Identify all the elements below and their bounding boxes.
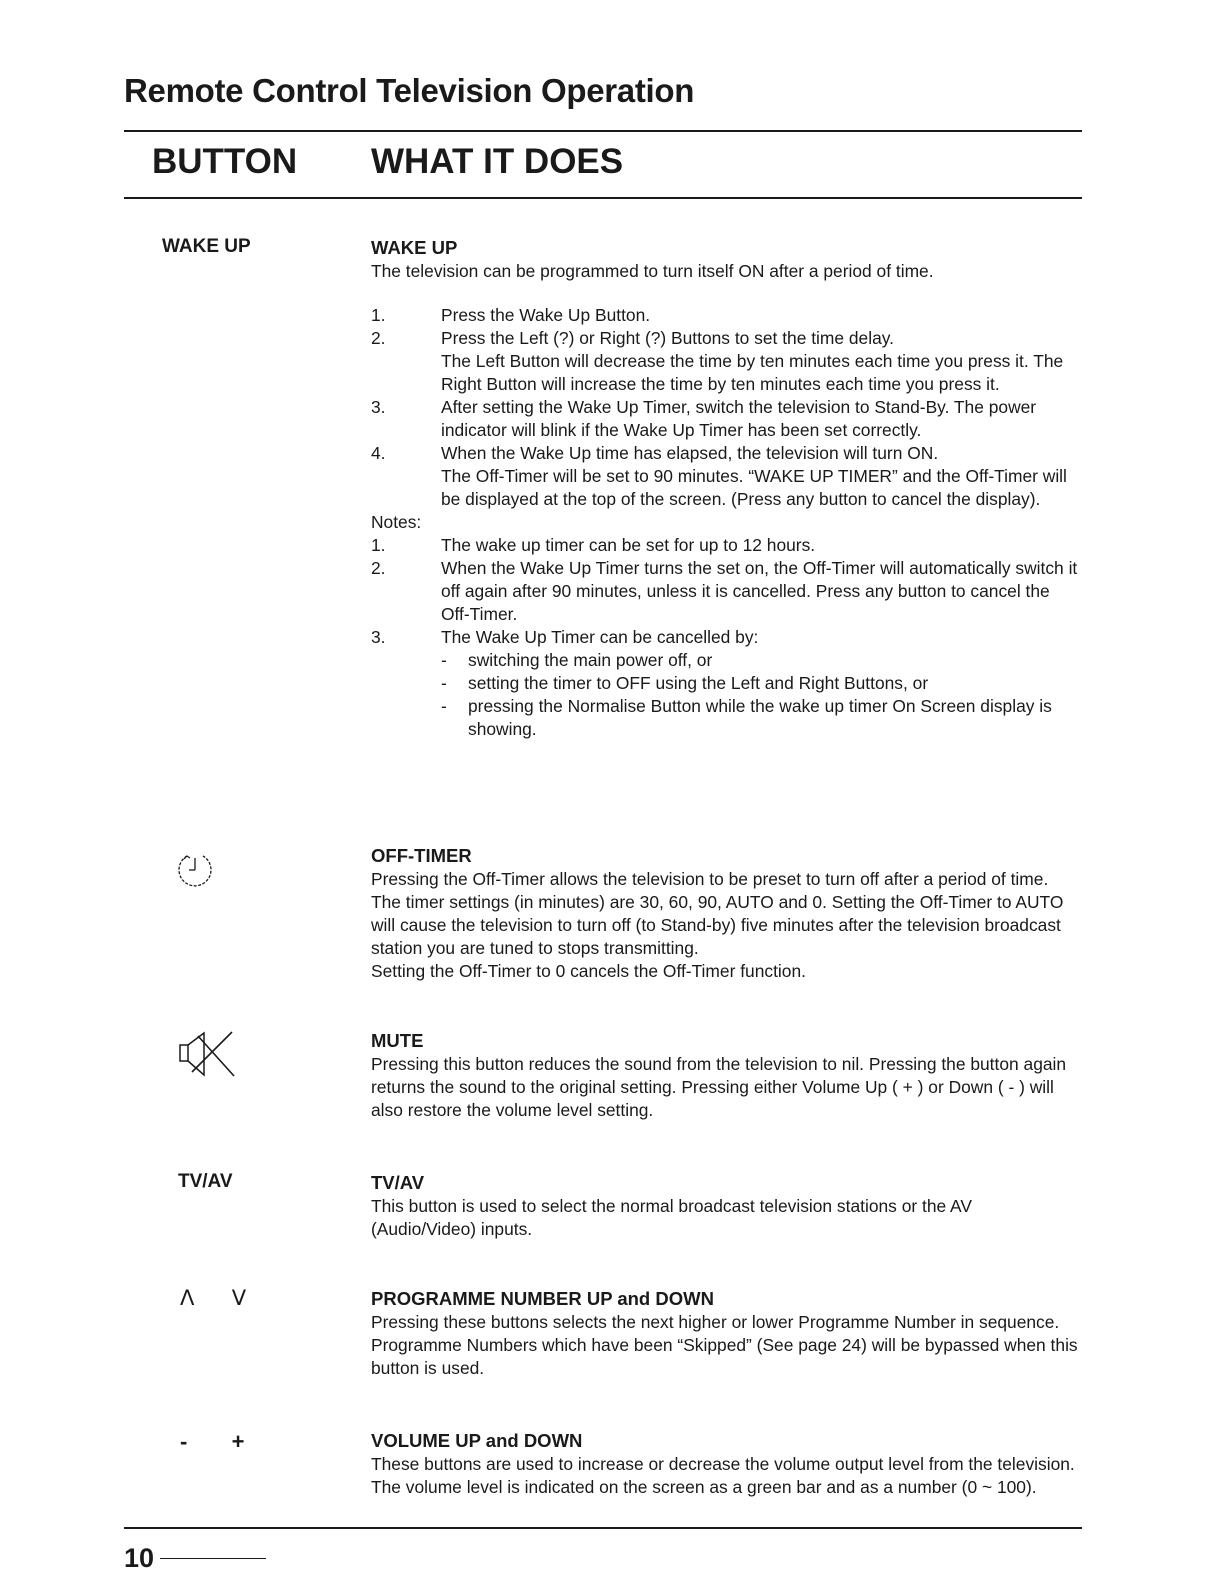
off-timer-body: Pressing the Off-Timer allows the television to be preset to turn off after a period of time. The timer settings (in minutes) are 30, 60, 90, AUTO and 0. Setting the Off-Timer to AUTO will cause the television to turn off (to Stand-by) five minutes after the television broadcast station you are tuned to stops transmitting. [371, 869, 1064, 958]
step-detail: The Off-Timer will be set to 90 minutes. “WAKE UP TIMER” and the Off-Timer will be displayed at the top of the screen. (Press any button to cancel the display). [441, 466, 1067, 509]
wake-up-button-label: WAKE UP [162, 236, 251, 257]
mute-section [371, 1029, 1081, 1122]
wake-up-step [371, 327, 1081, 396]
page-number-rule [160, 1558, 266, 1559]
note-text: The wake up timer can be set for up to 12 hours. [441, 535, 816, 555]
tv-av-body: This button is used to select the normal broadcast television stations or the AV (Audio/Video) inputs. [371, 1196, 972, 1239]
volume-section [371, 1429, 1081, 1499]
wake-up-section [371, 236, 1081, 741]
step-text: After setting the Wake Up Timer, switch the television to Stand-By. The power indicator will blink if the Wake Up Timer has been set correctly. [441, 397, 1037, 440]
step-number: 3. [371, 397, 386, 417]
mute-title: MUTE [371, 1030, 424, 1051]
column-header-button: BUTTON [152, 142, 298, 181]
header-rule-top [124, 130, 1082, 132]
programme-title: PROGRAMME NUMBER UP and DOWN [371, 1288, 714, 1309]
note-number: 1. [371, 535, 386, 555]
mute-icon [176, 1028, 238, 1085]
footer-rule [124, 1527, 1082, 1529]
programme-up-icon: Λ [180, 1286, 195, 1310]
step-number: 2. [371, 328, 386, 348]
tv-av-title: TV/AV [371, 1172, 425, 1193]
step-number: 4. [371, 443, 386, 463]
volume-title: VOLUME UP and DOWN [371, 1430, 583, 1451]
note-item [371, 534, 1081, 557]
step-text: Press the Wake Up Button. [441, 305, 651, 325]
note-number: 2. [371, 558, 386, 578]
wake-up-notes [371, 534, 1081, 741]
note-item [371, 557, 1081, 626]
wake-up-title: WAKE UP [371, 237, 458, 258]
step-number: 1. [371, 305, 386, 325]
page-number: 10 [124, 1543, 155, 1573]
wake-up-steps [371, 304, 1081, 511]
tv-av-button-label: TV/AV [178, 1171, 233, 1192]
step-text: Press the Left (?) or Right (?) Buttons to set the time delay. [441, 328, 895, 348]
off-timer-section [371, 844, 1081, 983]
wake-up-step [371, 304, 1081, 327]
wake-up-intro: The television can be programmed to turn itself ON after a period of time. [371, 261, 934, 281]
volume-body: These buttons are used to increase or decrease the volume output level from the television. The volume level is indicated on the screen as a green bar and as a number (0 ~ 100). [371, 1454, 1075, 1497]
cancel-options [441, 649, 1081, 741]
wake-up-step [371, 442, 1081, 511]
step-detail: The Left Button will decrease the time by ten minutes each time you press it. The Right Button will increase the time by ten minutes each time you press it. [441, 351, 1064, 394]
volume-up-icon: + [231, 1429, 245, 1454]
header-rule-bottom [124, 197, 1082, 199]
programme-down-icon: V [231, 1286, 247, 1310]
column-header-what-it-does: WHAT IT DOES [371, 142, 624, 181]
cancel-option: - setting the timer to OFF using the Left and Right Buttons, or [441, 673, 929, 693]
off-timer-title: OFF-TIMER [371, 845, 472, 866]
note-number: 3. [371, 627, 386, 647]
notes-label: Notes: [371, 512, 422, 532]
tv-av-section [371, 1171, 1081, 1241]
volume-buttons [180, 1429, 244, 1455]
off-timer-body-2: Setting the Off-Timer to 0 cancels the Off-Timer function. [371, 961, 806, 981]
note-text: When the Wake Up Timer turns the set on, the Off-Timer will automatically switch it off again after 90 minutes, unless it is cancelled. Press any button to cancel the Off-Timer. [441, 558, 1078, 624]
programme-buttons [180, 1286, 246, 1310]
mute-body: Pressing this button reduces the sound from the television to nil. Pressing the button again returns the sound to the original setting. Pressing either Volume Up ( + ) or Down ( - ) will also restore the volume level setting. [371, 1054, 1067, 1120]
cancel-option: - pressing the Normalise Button while the wake up timer On Screen display is showing. [441, 696, 1052, 739]
programme-body: Pressing these buttons selects the next higher or lower Programme Number in sequence. Programme Numbers which have been “Skipped” (See page 24) will be bypassed when this button is used. [371, 1312, 1078, 1378]
note-item [371, 626, 1081, 741]
programme-section [371, 1287, 1081, 1380]
volume-down-icon: - [180, 1429, 188, 1454]
cancel-option: - switching the main power off, or [441, 650, 713, 670]
timer-icon [175, 850, 215, 895]
page-title: Remote Control Television Operation [124, 72, 695, 109]
note-text: The Wake Up Timer can be cancelled by: [441, 627, 759, 647]
step-text: When the Wake Up time has elapsed, the television will turn ON. [441, 443, 939, 463]
wake-up-step [371, 396, 1081, 442]
